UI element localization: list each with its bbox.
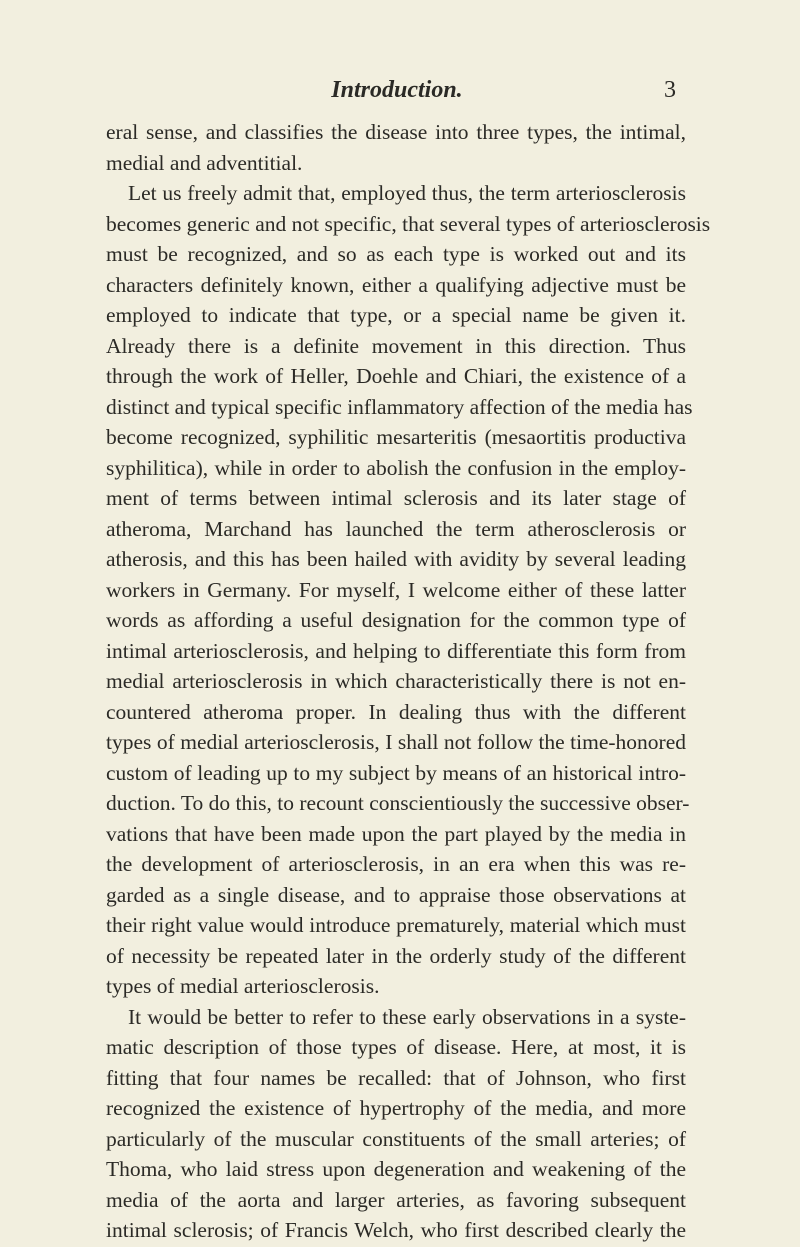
paragraph (106, 117, 686, 178)
text-line: It would be better to refer to these early observations in a syste- (128, 1004, 686, 1029)
text-line: must be recognized, and so as each type is worked out and its (106, 242, 686, 266)
text-line: garded as a single disease, and to appraise those observations at (106, 882, 686, 907)
text-line: Let us freely admit that, employed thus, the term arteriosclerosis (128, 181, 686, 205)
text-line: custom of leading up to my subject by means of an historical intro- (106, 760, 686, 785)
text-line: their right value would introduce prematurely, material which must (106, 913, 686, 937)
running-title: Introduction. (331, 77, 463, 103)
text-line: becomes generic and not specific, that several types of arteriosclerosis (106, 211, 711, 236)
paragraph (106, 178, 711, 1002)
text-line: types of medial arteriosclerosis. (106, 974, 380, 998)
text-line: countered atheroma proper. In dealing thus with the different (106, 699, 686, 724)
text-line: particularly of the muscular constituents of the small arteries; of (106, 1126, 686, 1151)
text-line: characters definitely known, either a qualifying adjective must be (106, 272, 686, 297)
text-line: ment of terms between intimal sclerosis and its later stage of (106, 486, 686, 510)
text-line: recognized the existence of hypertrophy of the media, and more (106, 1096, 686, 1120)
text-line: become recognized, syphilitic mesarteritis (mesaortitis productiva (106, 425, 686, 449)
body-text (106, 117, 711, 1246)
text-line: types of medial arteriosclerosis, I shall not follow the time-honored (106, 730, 686, 754)
text-line: atherosis, and this has been hailed with avidity by several leading (106, 547, 686, 571)
text-line: Already there is a definite movement in this direction. Thus (106, 333, 686, 358)
page-number: 3 (664, 77, 676, 103)
text-line: fitting that four names be recalled: that of Johnson, who first (106, 1065, 686, 1090)
running-header (118, 74, 676, 106)
text-line: employed to indicate that type, or a special name be given it. (106, 303, 686, 327)
text-line: Thoma, who laid stress upon degeneration and weakening of the (106, 1157, 686, 1181)
text-line: media of the aorta and larger arteries, as favoring subsequent (106, 1187, 686, 1212)
text-line: words as affording a useful designation for the common type of (106, 608, 686, 632)
text-line: distinct and typical specific inflammatory affection of the media has (106, 394, 693, 419)
text-line: intimal arteriosclerosis, and helping to differentiate this form from (106, 638, 686, 663)
text-line: matic description of those types of disease. Here, at most, it is (106, 1035, 686, 1059)
paragraph (106, 1002, 686, 1246)
text-line: medial and adventitial. (106, 150, 303, 175)
text-line: workers in Germany. For myself, I welcome either of these latter (106, 577, 686, 602)
text-line: intimal sclerosis; of Francis Welch, who first described clearly the (106, 1218, 686, 1242)
text-line: duction. To do this, to recount conscientiously the successive obser- (106, 791, 690, 815)
text-line: syphilitica), while in order to abolish the confusion in the employ- (106, 455, 686, 480)
text-line: through the work of Heller, Doehle and Chiari, the existence of a (106, 364, 686, 388)
text-line: vations that have been made upon the part played by the media in (106, 821, 686, 846)
text-line: medial arteriosclerosis in which characteristically there is not en- (106, 669, 686, 693)
text-line: eral sense, and classifies the disease into three types, the intimal, (106, 120, 686, 144)
text-line: of necessity be repeated later in the orderly study of the different (106, 943, 686, 968)
text-line: the development of arteriosclerosis, in an era when this was re- (106, 852, 686, 876)
text-line: atheroma, Marchand has launched the term atherosclerosis or (106, 516, 686, 541)
